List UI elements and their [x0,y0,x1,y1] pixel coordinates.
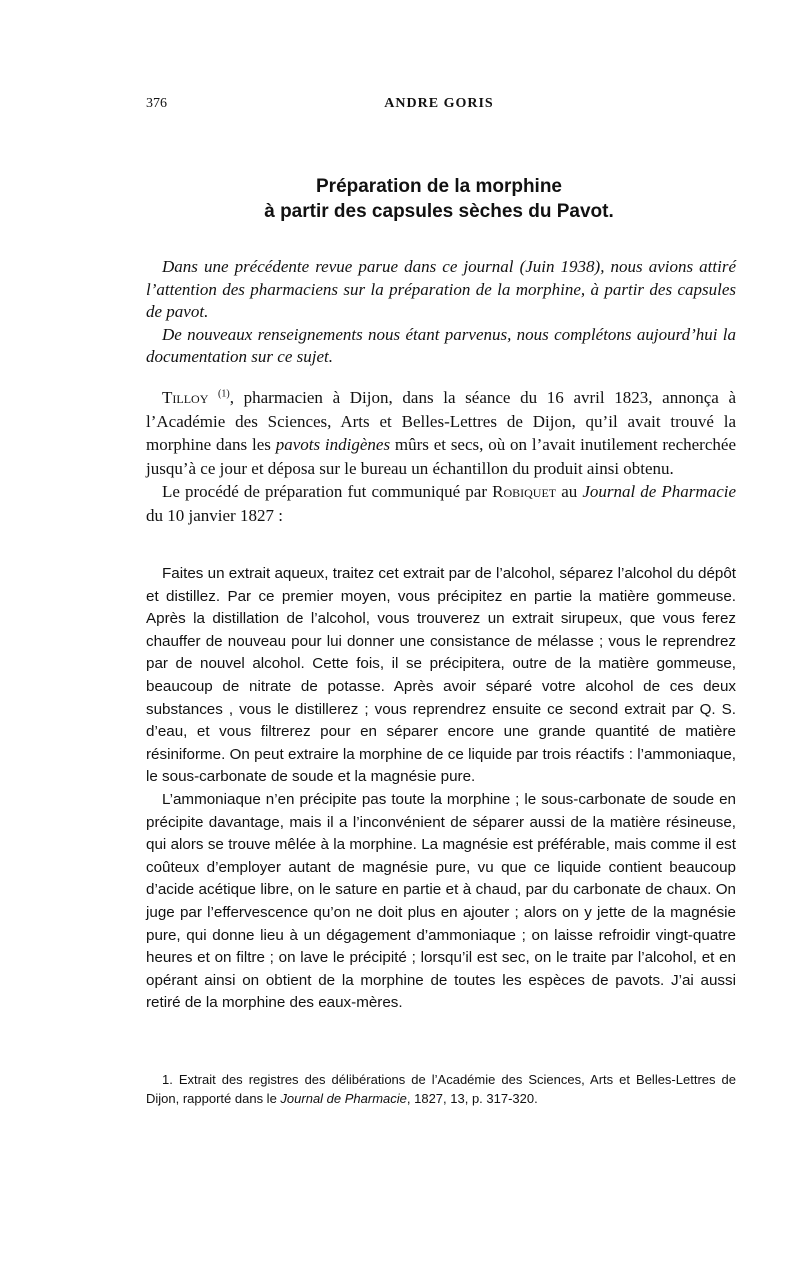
journal-name: Journal de Pharmacie [582,482,737,501]
title-line-1: Préparation de la morphine [316,176,562,197]
title-line-2: à partir des capsules sèches du Pavot. [264,201,614,222]
author-robiquet: Robiquet [492,482,557,501]
intro-section [146,256,736,369]
quoted-procedure [146,563,736,1015]
footnote-text: 1. Extrait des registres des délibérations de l’Académie des Sciences, Arts et Belles-Lettres de Dijon, rapporté dans le Journal de Pharmacie, 1827, 13, p. 317-320. [146,1072,736,1106]
emphasis-pavots: pavots indigènes [275,435,391,454]
footnote-ref: (1) [218,388,230,400]
page-number: 376 [146,96,167,111]
running-head: ANDRE GORIS [384,96,494,111]
quote-paragraph-2: L’ammoniaque n’en précipite pas toute la morphine ; le sous-carbonate de soude en précipite davantage, mais il a l’inconvénient de séparer aussi de la matière résineuse, qui alors se trouve mêlée à la morphine. La magnésie est préférable, mais comme il est coûteux d’employer autant de magnésie pure, vu que ce liquide contient beaucoup d’acide acétique libre, on le sature en partie et à chaud, par du carbonate de chaux. On juge par l’effervescence qu’on ne doit plus en ajouter ; alors on y jette de la magnésie pure, qui donne lieu à un dégagement d’ammoniaque ; on laisse refroidir vingt-quatre heures et on filtre ; on lave le précipité ; lorsqu’il est sec, on le traite par l’alcohol, et en opérant ainsi on obtient de la morphine de toutes les espèces de pavots. J’ai aussi retiré de la morphine des eaux-mères. [146,790,736,1012]
footnote-journal: Journal de Pharmacie [280,1091,407,1106]
page-header [146,96,732,120]
intro-paragraph-2: De nouveaux renseignements nous étant parvenus, nous complétons aujourd’hui la documentation sur ce sujet. [146,324,736,366]
footnote [146,1070,736,1108]
quote-paragraph-1: Faites un extrait aqueux, traitez cet extrait par de l’alcohol, séparez l’alcohol du dépôt et distillez. Par ce premier moyen, vous précipitez en partie la matière gommeuse. Après la distillation de l’alcohol, vous trouverez un extrait sirupeux, que vous ferez chauffer de nouveau pour lui donner une consistance de mélasse ; vous le reprendrez par de nouvel alcohol. Cette fois, il se précipitera, outre de la matière gommeuse, beaucoup de nitrate de potasse. Après avoir séparé votre alcohol de ces deux substances , vous le distillerez ; vous reprendrez ensuite ce second extrait par Q. S. d’eau, et vous filtrerez pour en séparer encore une grande quantité de matière résiniforme. On peut extraire la morphine de ce liquide par trois réactifs : l’ammoniaque, le sous-carbonate de soude et la magnésie pure. [146,565,736,786]
body-paragraph-1: Tilloy $^{(1)}$, pharmacien à Dijon, dans la séance du 16 avril 1823, annonça à l’Académie des Sciences, Arts et Belles-Lettres de Dijon, qu’il avait trouvé la morphine dans les pavots indigènes mûrs et secs, où on l’avait inutilement recherchée jusqu’à ce jour et déposa sur le bureau un échantillon du produit ainsi obtenu. [146,388,737,478]
article-title [146,174,732,224]
body-section [146,386,736,527]
body-paragraph-2: Le procédé de préparation fut communiqué par Robiquet au Journal de Pharmacie du 10 janvier 1827 : [146,482,737,525]
author-tilloy: Tilloy [162,388,209,407]
intro-paragraph-1: Dans une précédente revue parue dans ce journal (Juin 1938), nous avions attiré l’attention des pharmaciens sur la préparation de la morphine, à partir des capsules de pavot. [146,257,736,321]
